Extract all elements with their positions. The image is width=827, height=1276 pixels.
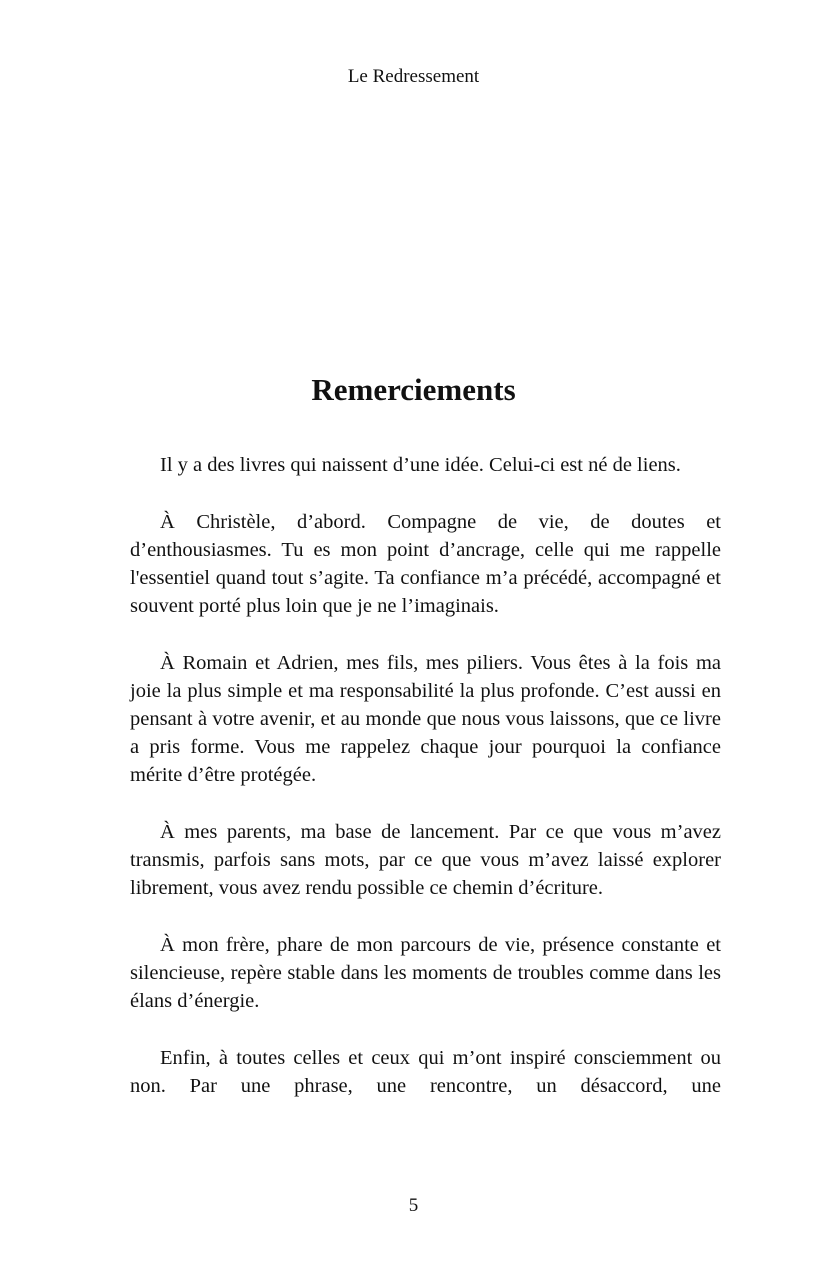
paragraph: À mes parents, ma base de lancement. Par ce que vous m’avez transmis, parfois sans mots, par ce que vous m’avez laissé explorer librement, vous avez rendu possible ce chemin d’écriture. <box>130 821 721 899</box>
chapter-title: Remerciements <box>311 372 516 407</box>
body-text <box>130 451 721 1129</box>
paragraph: À mon frère, phare de mon parcours de vie, présence constante et silencieuse, repère stable dans les moments de troubles comme dans les élans d’énergie. <box>130 934 721 1012</box>
paragraph: À Romain et Adrien, mes fils, mes piliers. Vous êtes à la fois ma joie la plus simple et ma responsabilité la plus profonde. C’est aussi en pensant à votre avenir, et au monde que nous vous laissons, que ce livre a pris forme. Vous me rappelez chaque jour pourquoi la confiance mérite d’être protégée. <box>130 652 721 786</box>
paragraph: Il y a des livres qui naissent d’une idée. Celui-ci est né de liens. <box>160 454 681 476</box>
page-number: 5 <box>408 1195 419 1216</box>
running-header: Le Redressement <box>347 66 480 87</box>
paragraph: Enfin, à toutes celles et ceux qui m’ont inspiré consciemment ou non. Par une phrase, une rencontre, un désaccord, une <box>130 1047 721 1097</box>
paragraph: À Christèle, d’abord. Compagne de vie, de doutes et d’enthousiasmes. Tu es mon point d’ancrage, celle qui me rappelle l'essentiel quand tout s’agite. Ta confiance m’a précédé, accompagné et souvent porté plus loin que je ne l’imaginais. <box>130 511 721 617</box>
